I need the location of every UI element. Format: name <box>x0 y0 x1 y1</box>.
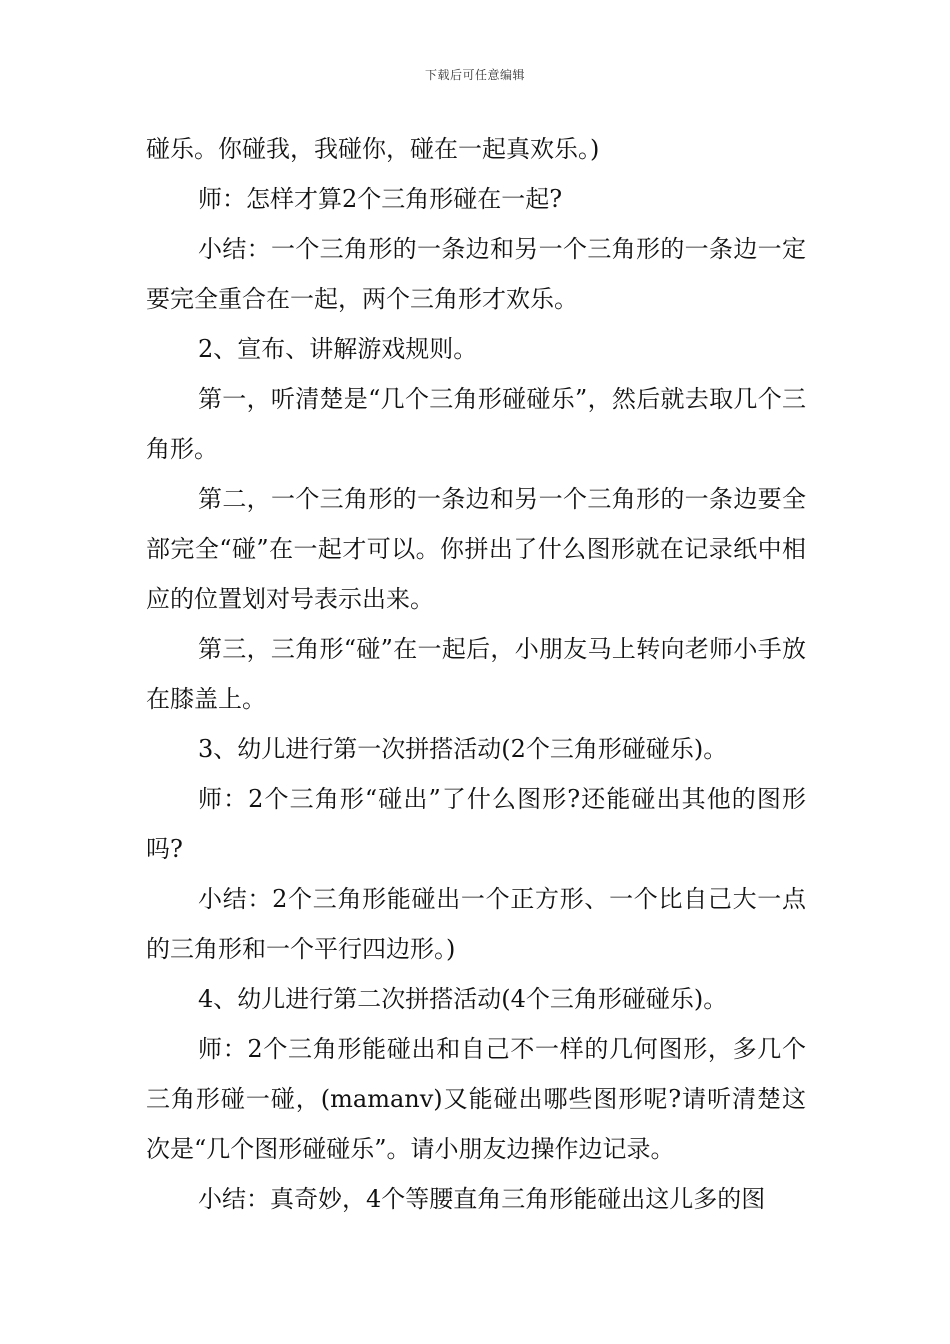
paragraph: 第三，三角形“碰”在一起后，小朋友马上转向老师小手放在膝盖上。 <box>146 635 806 713</box>
paragraph: 师：怎样才算2个三角形碰在一起? <box>198 185 563 213</box>
page-header: 下载后可任意编辑 <box>424 68 525 82</box>
paragraph: 4、幼儿进行第二次拼搭活动(4个三角形碰碰乐)。 <box>198 985 728 1013</box>
paragraph: 碰乐。你碰我，我碰你，碰在一起真欢乐。) <box>146 135 600 163</box>
paragraph: 小结：真奇妙，4个等腰直角三角形能碰出这儿多的图 <box>198 1185 766 1213</box>
paragraph: 小结：2个三角形能碰出一个正方形、一个比自己大一点的三角形和一个平行四边形。) <box>146 885 806 963</box>
paragraph: 第一，听清楚是“几个三角形碰碰乐”，然后就去取几个三角形。 <box>146 385 806 463</box>
paragraph: 3、幼儿进行第一次拼搭活动(2个三角形碰碰乐)。 <box>198 735 728 763</box>
paragraph: 2、宣布、讲解游戏规则。 <box>198 335 478 363</box>
paragraph: 师：2个三角形“碰出”了什么图形?还能碰出其他的图形吗? <box>146 785 806 863</box>
paragraph: 小结：一个三角形的一条边和另一个三角形的一条边一定要完全重合在一起，两个三角形才欢乐。 <box>146 235 806 313</box>
paragraph: 第二，一个三角形的一条边和另一个三角形的一条边要全部完全“碰”在一起才可以。你拼出了什么图形就在记录纸中相应的位置划对号表示出来。 <box>146 485 806 613</box>
paragraph: 师：2个三角形能碰出和自己不一样的几何图形，多几个三角形碰一碰，(mamanv)又能碰出哪些图形呢?请听清楚这次是“几个图形碰碰乐”。请小朋友边操作边记录。 <box>146 1035 806 1163</box>
document-body <box>146 124 806 1224</box>
